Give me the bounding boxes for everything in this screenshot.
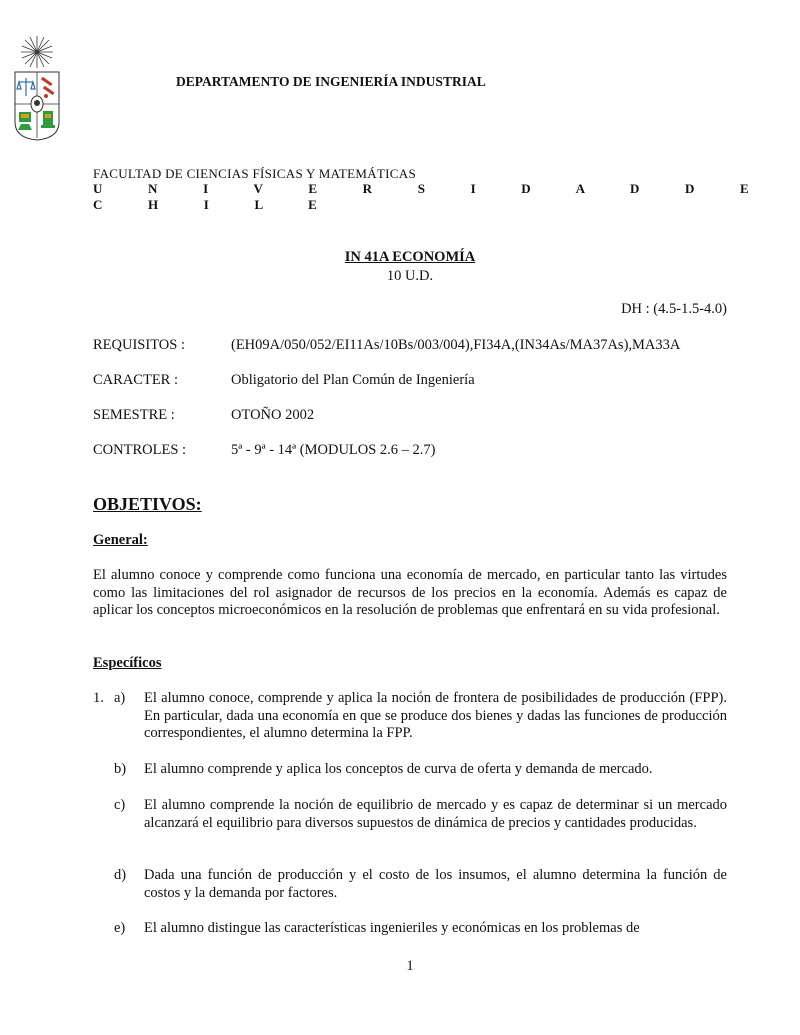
item-letter: c) — [114, 797, 126, 813]
requirement-row — [93, 372, 475, 389]
general-title: General: — [93, 532, 148, 548]
department-title: DEPARTAMENTO DE INGENIERÍA INDUSTRIAL — [176, 74, 486, 89]
requirement-row — [93, 337, 680, 354]
requirement-label: CONTROLES : — [93, 442, 187, 458]
requirement-value: (EH09A/050/052/EI11As/10Bs/003/004),FI34A,(IN34As/MA37As),MA33A — [231, 337, 681, 353]
requirement-row — [93, 442, 436, 459]
item-text: El alumno conoce, comprende y aplica la noción de frontera de posibilidades de producción (FPP). En particular, dada una economía en que se produce dos bienes y dadas las funciones de producción correspondientes, el alumno determina la FPP. — [144, 690, 727, 741]
university-name: U N I V E R S I D A D D E C H I L E — [93, 181, 756, 212]
item-letter: a) — [114, 690, 126, 706]
item-letter: e) — [114, 920, 126, 936]
course-title: IN 41A ECONOMÍA — [344, 249, 476, 265]
course-units: 10 U.D. — [386, 268, 434, 284]
requirement-value: OTOÑO 2002 — [231, 407, 315, 423]
page-number: 1 — [406, 958, 414, 974]
objectives-title: OBJETIVOS: — [93, 494, 202, 514]
item-text: El alumno comprende y aplica los conceptos de curva de oferta y demanda de mercado. — [144, 761, 653, 777]
university-crest-icon — [10, 34, 64, 142]
item-number: 1. — [93, 690, 104, 706]
requirement-value: Obligatorio del Plan Común de Ingeniería — [231, 372, 475, 388]
item-text: El alumno distingue las características ingenieriles y económicas en los problemas de — [144, 920, 640, 936]
requirement-row — [93, 407, 314, 424]
general-paragraph: El alumno conoce y comprende como funciona una economía de mercado, en particular tanto las virtudes como las limitaciones del rol asignador de recursos de los precios en la economía. Además es capaz de aplicar los conceptos microeconómicos en la resolución de problemas que enfrentará en su vida profesional. — [93, 567, 727, 618]
item-text: Dada una función de producción y el costo de los insumos, el alumno determina la función de costos y la demanda por factores. — [144, 867, 727, 901]
requirement-label: SEMESTRE : — [93, 407, 175, 423]
course-dh: DH : (4.5-1.5-4.0) — [621, 301, 727, 317]
requirement-label: REQUISITOS : — [93, 337, 185, 353]
item-text: El alumno comprende la noción de equilibrio de mercado y es capaz de determinar si un mercado alcanzará el equilibrio para diversos supuestos de dinámica de precios y cantidades producidas. — [144, 797, 727, 831]
faculty-name: FACULTAD DE CIENCIAS FÍSICAS Y MATEMÁTICAS — [93, 166, 416, 181]
item-letter: b) — [114, 761, 127, 777]
course-heading — [0, 249, 800, 285]
requirement-label: CARACTER : — [93, 372, 178, 388]
item-letter: d) — [114, 867, 127, 883]
specific-title: Específicos — [93, 655, 162, 671]
requirement-value: 5ª - 9ª - 14ª (MODULOS 2.6 – 2.7) — [231, 442, 436, 458]
